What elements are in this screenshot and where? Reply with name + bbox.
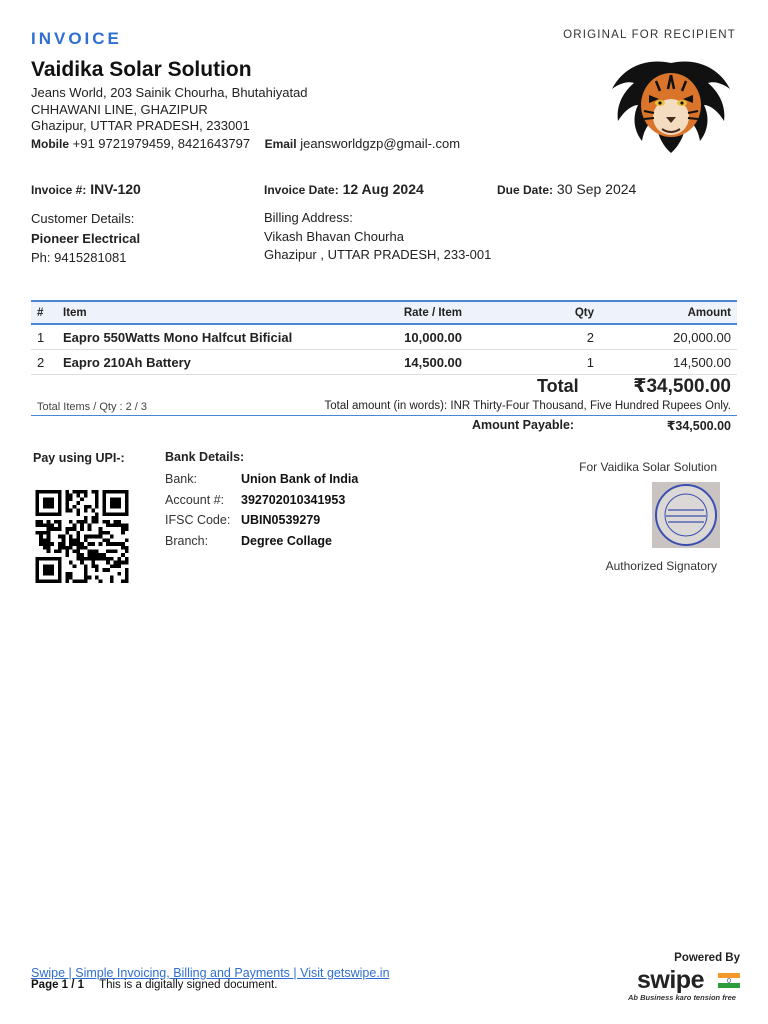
table-header-row [31, 301, 737, 324]
row-item: Eapro 550Watts Mono Halfcut Bificial [57, 324, 326, 350]
copy-label: ORIGINAL FOR RECIPIENT [563, 29, 736, 41]
row-amount: 20,000.00 [600, 324, 737, 350]
row-rate: 10,000.00 [326, 324, 468, 350]
total-label: Total [537, 376, 579, 396]
tiger-logo [604, 55, 738, 158]
swipe-footer-link[interactable]: Swipe | Simple Invoicing, Billing and Payments | Visit getswipe.in [31, 966, 390, 980]
amount-payable-label: Amount Payable: [472, 418, 575, 432]
invoice-date-label: Invoice Date: [264, 183, 339, 197]
row-amount: 14,500.00 [600, 350, 737, 375]
billing-address [264, 209, 504, 265]
row-item: Eapro 210Ah Battery [57, 350, 326, 375]
swipe-brand-logo: swipe [637, 966, 704, 994]
billing-line-2: Ghazipur , UTTAR PRADESH, 233-001 [264, 247, 492, 262]
customer-name: Pioneer Electrical [31, 230, 141, 246]
address-line-3: Ghazipur, UTTAR PRADESH, 233001 [31, 118, 250, 133]
customer-phone: Ph: 9415281081 [31, 250, 127, 265]
customer-label: Customer Details: [31, 211, 135, 226]
bank-details [165, 469, 358, 551]
email-label: Email [264, 137, 297, 151]
invoice-date [264, 181, 424, 197]
brand-tagline: Ab Business karo tension free [628, 993, 736, 1002]
amount-payable-value: ₹34,500.00 [666, 419, 731, 433]
address-line-2: CHHAWANI LINE, GHAZIPUR [31, 101, 208, 117]
billing-line-1: Vikash Bhavan Chourha [264, 228, 404, 244]
row-index: 2 [31, 350, 57, 375]
email-address: jeansworldgzp@gmail-.com [300, 136, 461, 151]
table-row [31, 350, 737, 375]
authorized-signatory: Authorized Signatory [605, 559, 717, 573]
invoice-number-label: Invoice #: [31, 183, 87, 197]
bank-label: Bank: [165, 472, 197, 486]
amount-in-words: Total amount (in words): INR Thirty-Four Thousand, Five Hundred Rupees Only. [324, 400, 731, 412]
mobile-number: +91 9721979459, 8421643797 [72, 136, 251, 151]
items-table [31, 300, 737, 375]
totals-divider [31, 415, 737, 416]
signed-note: This is a digitally signed document. [99, 979, 278, 991]
for-company: For Vaidika Solar Solution [579, 460, 717, 474]
ifsc-code: UBIN0539279 [241, 513, 321, 527]
col-qty: Qty [468, 301, 600, 324]
billing-label: Billing Address: [264, 210, 353, 225]
seller-contact [31, 135, 521, 153]
row-qty: 2 [468, 324, 600, 350]
due-date [497, 181, 636, 197]
col-rate: Rate / Item [326, 301, 468, 324]
row-rate: 14,500.00 [326, 350, 468, 375]
page-number: Page 1 / 1 [31, 979, 85, 991]
row-qty: 1 [468, 350, 600, 375]
india-flag-icon [718, 973, 740, 988]
col-item: Item [57, 301, 326, 324]
invoice-number [31, 181, 141, 197]
due-date-label: Due Date: [497, 183, 554, 197]
due-date-value: 30 Sep 2024 [556, 181, 637, 197]
account-label: Account #: [165, 492, 225, 507]
mobile-label: Mobile [31, 137, 69, 151]
invoice-date-value: 12 Aug 2024 [342, 181, 424, 197]
branch-name: Degree Collage [241, 533, 333, 548]
col-index: # [31, 301, 57, 324]
table-row [31, 324, 737, 350]
row-index: 1 [31, 324, 57, 350]
bank-name: Union Bank of India [241, 472, 359, 486]
upi-qr-code[interactable] [33, 490, 131, 583]
upi-label: Pay using UPI-: [33, 451, 125, 465]
bank-details-title: Bank Details: [165, 450, 245, 464]
total-items-qty: Total Items / Qty : 2 / 3 [37, 401, 148, 413]
footer-page-info [31, 979, 277, 991]
branch-label: Branch: [165, 533, 209, 548]
address-line-1: Jeans World, 203 Sainik Chourha, Bhutahiyatad [31, 85, 308, 100]
col-amount: Amount [600, 301, 737, 324]
total-value: ₹34,500.00 [633, 376, 731, 397]
seller-name: Vaidika Solar Solution [31, 58, 252, 81]
ifsc-label: IFSC Code: [165, 513, 231, 527]
customer-details [31, 209, 140, 268]
seller-address [31, 85, 308, 135]
company-stamp [652, 482, 720, 548]
invoice-number-value: INV-120 [90, 181, 141, 197]
invoice-title: INVOICE [31, 29, 122, 48]
account-number: 392702010341953 [241, 492, 346, 507]
powered-by-label: Powered By [674, 952, 740, 964]
